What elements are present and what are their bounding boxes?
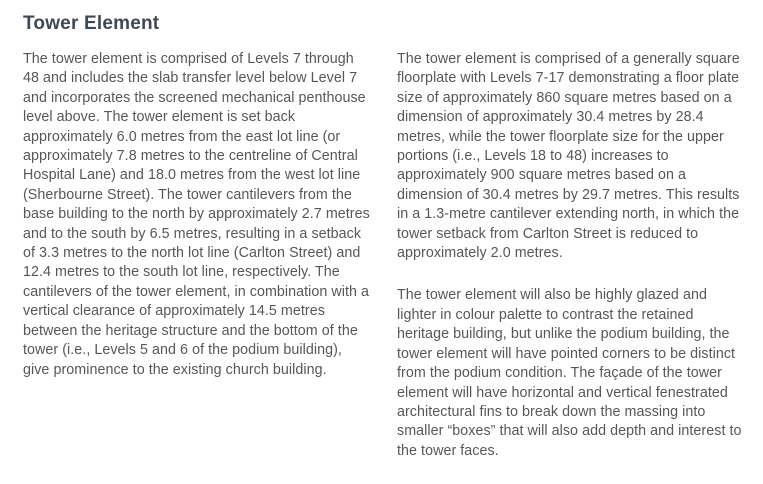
right-column	[397, 50, 746, 484]
two-column-layout	[23, 50, 746, 484]
left-column	[23, 50, 371, 484]
right-column-paragraph-1: The tower element is comprised of a generally square floorplate with Levels 7-17 demonstrating a floor plate size of approximately 860 square metres based on a dimension of approximately 30.4 metres by 28.4 metres, while the tower floorplate size for the upper portions (i.e., Levels 18 to 48) increases to approximately 900 square metres based on a dimension of 30.4 metres by 29.7 metres. This results in a 1.3-metre cantilever extending north, in which the tower setback from Carlton Street is reduced to approximately 2.0 metres.	[397, 51, 740, 262]
left-column-paragraph: The tower element is comprised of Levels 7 through 48 and includes the slab transfer level below Level 7 and incorporates the screened mechanical penthouse level above. The tower element is set back approximately 6.0 metres from the east lot line (or approximately 7.8 metres to the centreline of Central Hospital Lane) and 18.0 metres from the west lot line (Sherbourne Street). The tower cantilevers from the base building to the north by approximately 2.7 metres and to the south by 6.5 metres, resulting in a setback of 3.3 metres to the north lot line (Carlton Street) and 12.4 metres to the south lot line, respectively. The cantilevers of the tower element, in combination with a vertical clearance of approximately 14.5 metres between the heritage structure and the bottom of the tower (i.e., Levels 5 and 6 of the podium building), give prominence to the existing church building.	[23, 51, 370, 378]
right-column-paragraph-2: The tower element will also be highly glazed and lighter in colour palette to contrast the retained heritage building, but unlike the podium building, the tower element will have pointed corners to be distinct from the podium condition. The façade of the tower element will have horizontal and vertical fenestrated architectural fins to break down the massing into smaller “boxes” that will also add depth and interest to the tower faces.	[397, 287, 742, 459]
page-title: Tower Element	[23, 13, 160, 34]
